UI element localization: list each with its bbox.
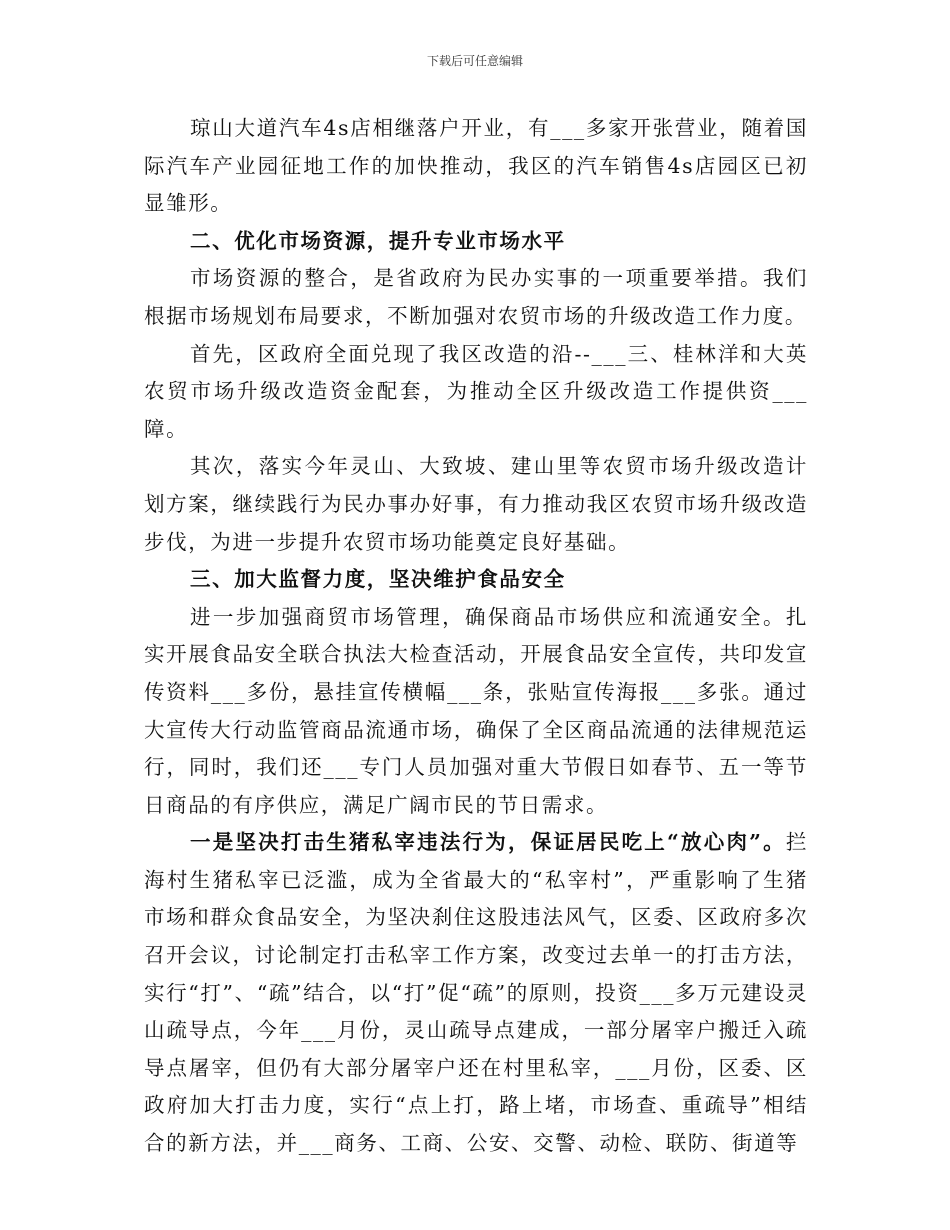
paragraph-text: 拦海村生猪私宰已泛滥，成为全省最大的“私宰村”，严重影响了生猪市场和群众食品安全，为坚决刹住这股违法风气，区委、区政府多次召开会议，讨论制定打击私宰工作方案，改变过去单一的打击方法，实行“打”、“疏”结合，以“打”促“疏”的原则，投资___多万元建设灵山疏导点，今年___月份，灵山疏导点建成，一部分屠宰户搬迁入疏导点屠宰，但仍有大部分屠宰户还在村里私宰，___月份，区委、区政府加大打击力度，实行“点上打，路上堵，市场查、重疏导”相结合的新方法，并___商务、工商、公安、交警、动检、联防、街道等 bbox=[144, 830, 808, 1156]
section-heading: 二、优化市场资源，提升专业市场水平 bbox=[190, 228, 566, 253]
page-header: 下载后可任意编辑 bbox=[426, 54, 523, 68]
paragraph bbox=[144, 824, 808, 1162]
paragraph: 进一步加强商贸市场管理，确保商品市场供应和流通安全。扎实开展食品安全联合执法大检查活动，开展食品安全宣传，共印发宣传资料___多份，悬挂宣传横幅___条，张贴宣传海报___多张。通过大宣传大行动监管商品流通市场，确保了全区商品流通的法律规范运行，同时，我们还___专门人员加强对重大节假日如春节、五一等节日商品的有序供应，满足广阔市民的节日需求。 bbox=[144, 604, 808, 817]
paragraph: 其次，落实今年灵山、大致坡、建山里等农贸市场升级改造计划方案，继续践行为民办事办好事，有力推动我区农贸市场升级改造步伐，为进一步提升农贸市场功能奠定良好基础。 bbox=[144, 454, 808, 554]
paragraph: 首先，区政府全面兑现了我区改造的沿--___三、桂林洋和大英农贸市场升级改造资金配套，为推动全区升级改造工作提供资___障。 bbox=[144, 341, 808, 441]
paragraph-lead: 一是坚决打击生猪私宰违法行为，保证居民吃上“放心肉”。 bbox=[190, 830, 786, 855]
section-heading: 三、加大监督力度，坚决维护食品安全 bbox=[190, 567, 566, 592]
document-body bbox=[144, 110, 808, 1163]
paragraph: 琼山大道汽车4s店相继落户开业，有___多家开张营业，随着国际汽车产业园征地工作的加快推动，我区的汽车销售4s店园区已初显雏形。 bbox=[144, 116, 808, 216]
paragraph: 市场资源的整合，是省政府为民办实事的一项重要举措。我们根据市场规划布局要求，不断加强对农贸市场的升级改造工作力度。 bbox=[144, 266, 808, 328]
